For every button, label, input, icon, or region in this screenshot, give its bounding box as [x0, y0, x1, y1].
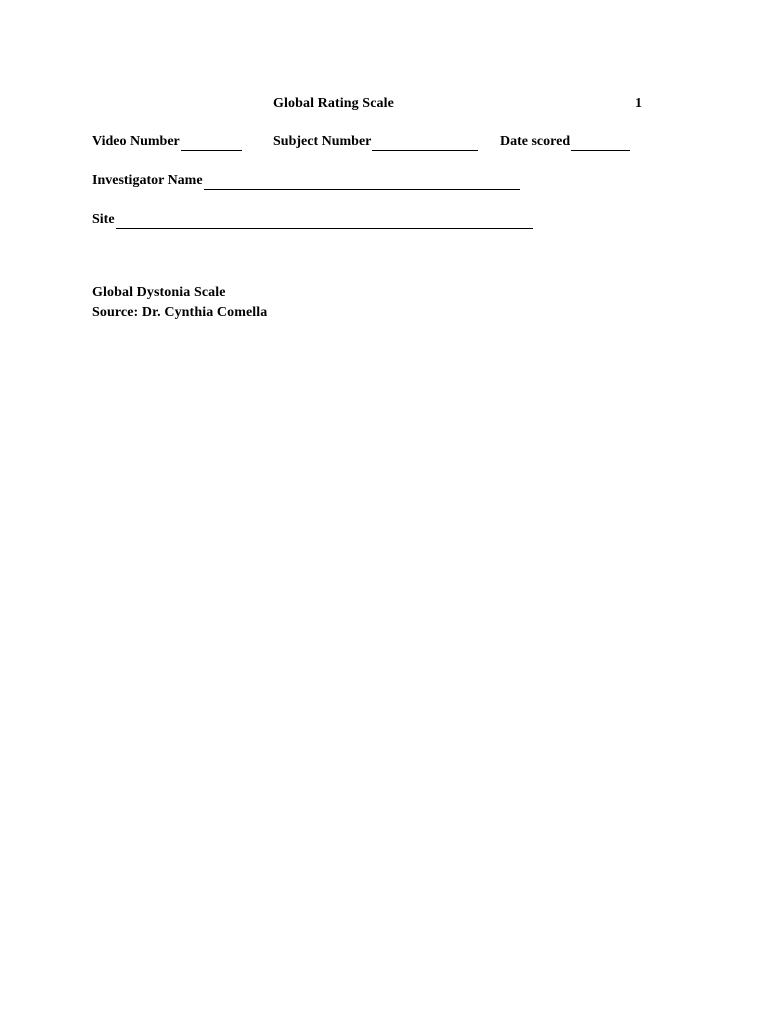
scale-name: Global Dystonia Scale: [92, 285, 226, 300]
site-label: Site: [92, 212, 115, 227]
page-number: 1: [635, 96, 643, 111]
scale-source: Source: Dr. Cynthia Comella: [92, 305, 268, 320]
site-field: [92, 211, 533, 229]
investigator-name-blank: [204, 175, 520, 190]
investigator-name-field: [92, 172, 520, 190]
date-scored-field: [500, 133, 630, 151]
date-scored-blank: [571, 136, 630, 151]
subject-number-blank: [372, 136, 478, 151]
subject-number-field: [273, 133, 478, 151]
site-blank: [116, 214, 533, 229]
page-title: Global Rating Scale: [273, 96, 394, 111]
video-number-field: [92, 133, 242, 151]
date-scored-label: Date scored: [500, 134, 571, 149]
investigator-name-label: Investigator Name: [92, 173, 203, 188]
video-number-blank: [181, 136, 242, 151]
subject-number-label: Subject Number: [273, 134, 372, 149]
video-number-label: Video Number: [92, 134, 180, 149]
